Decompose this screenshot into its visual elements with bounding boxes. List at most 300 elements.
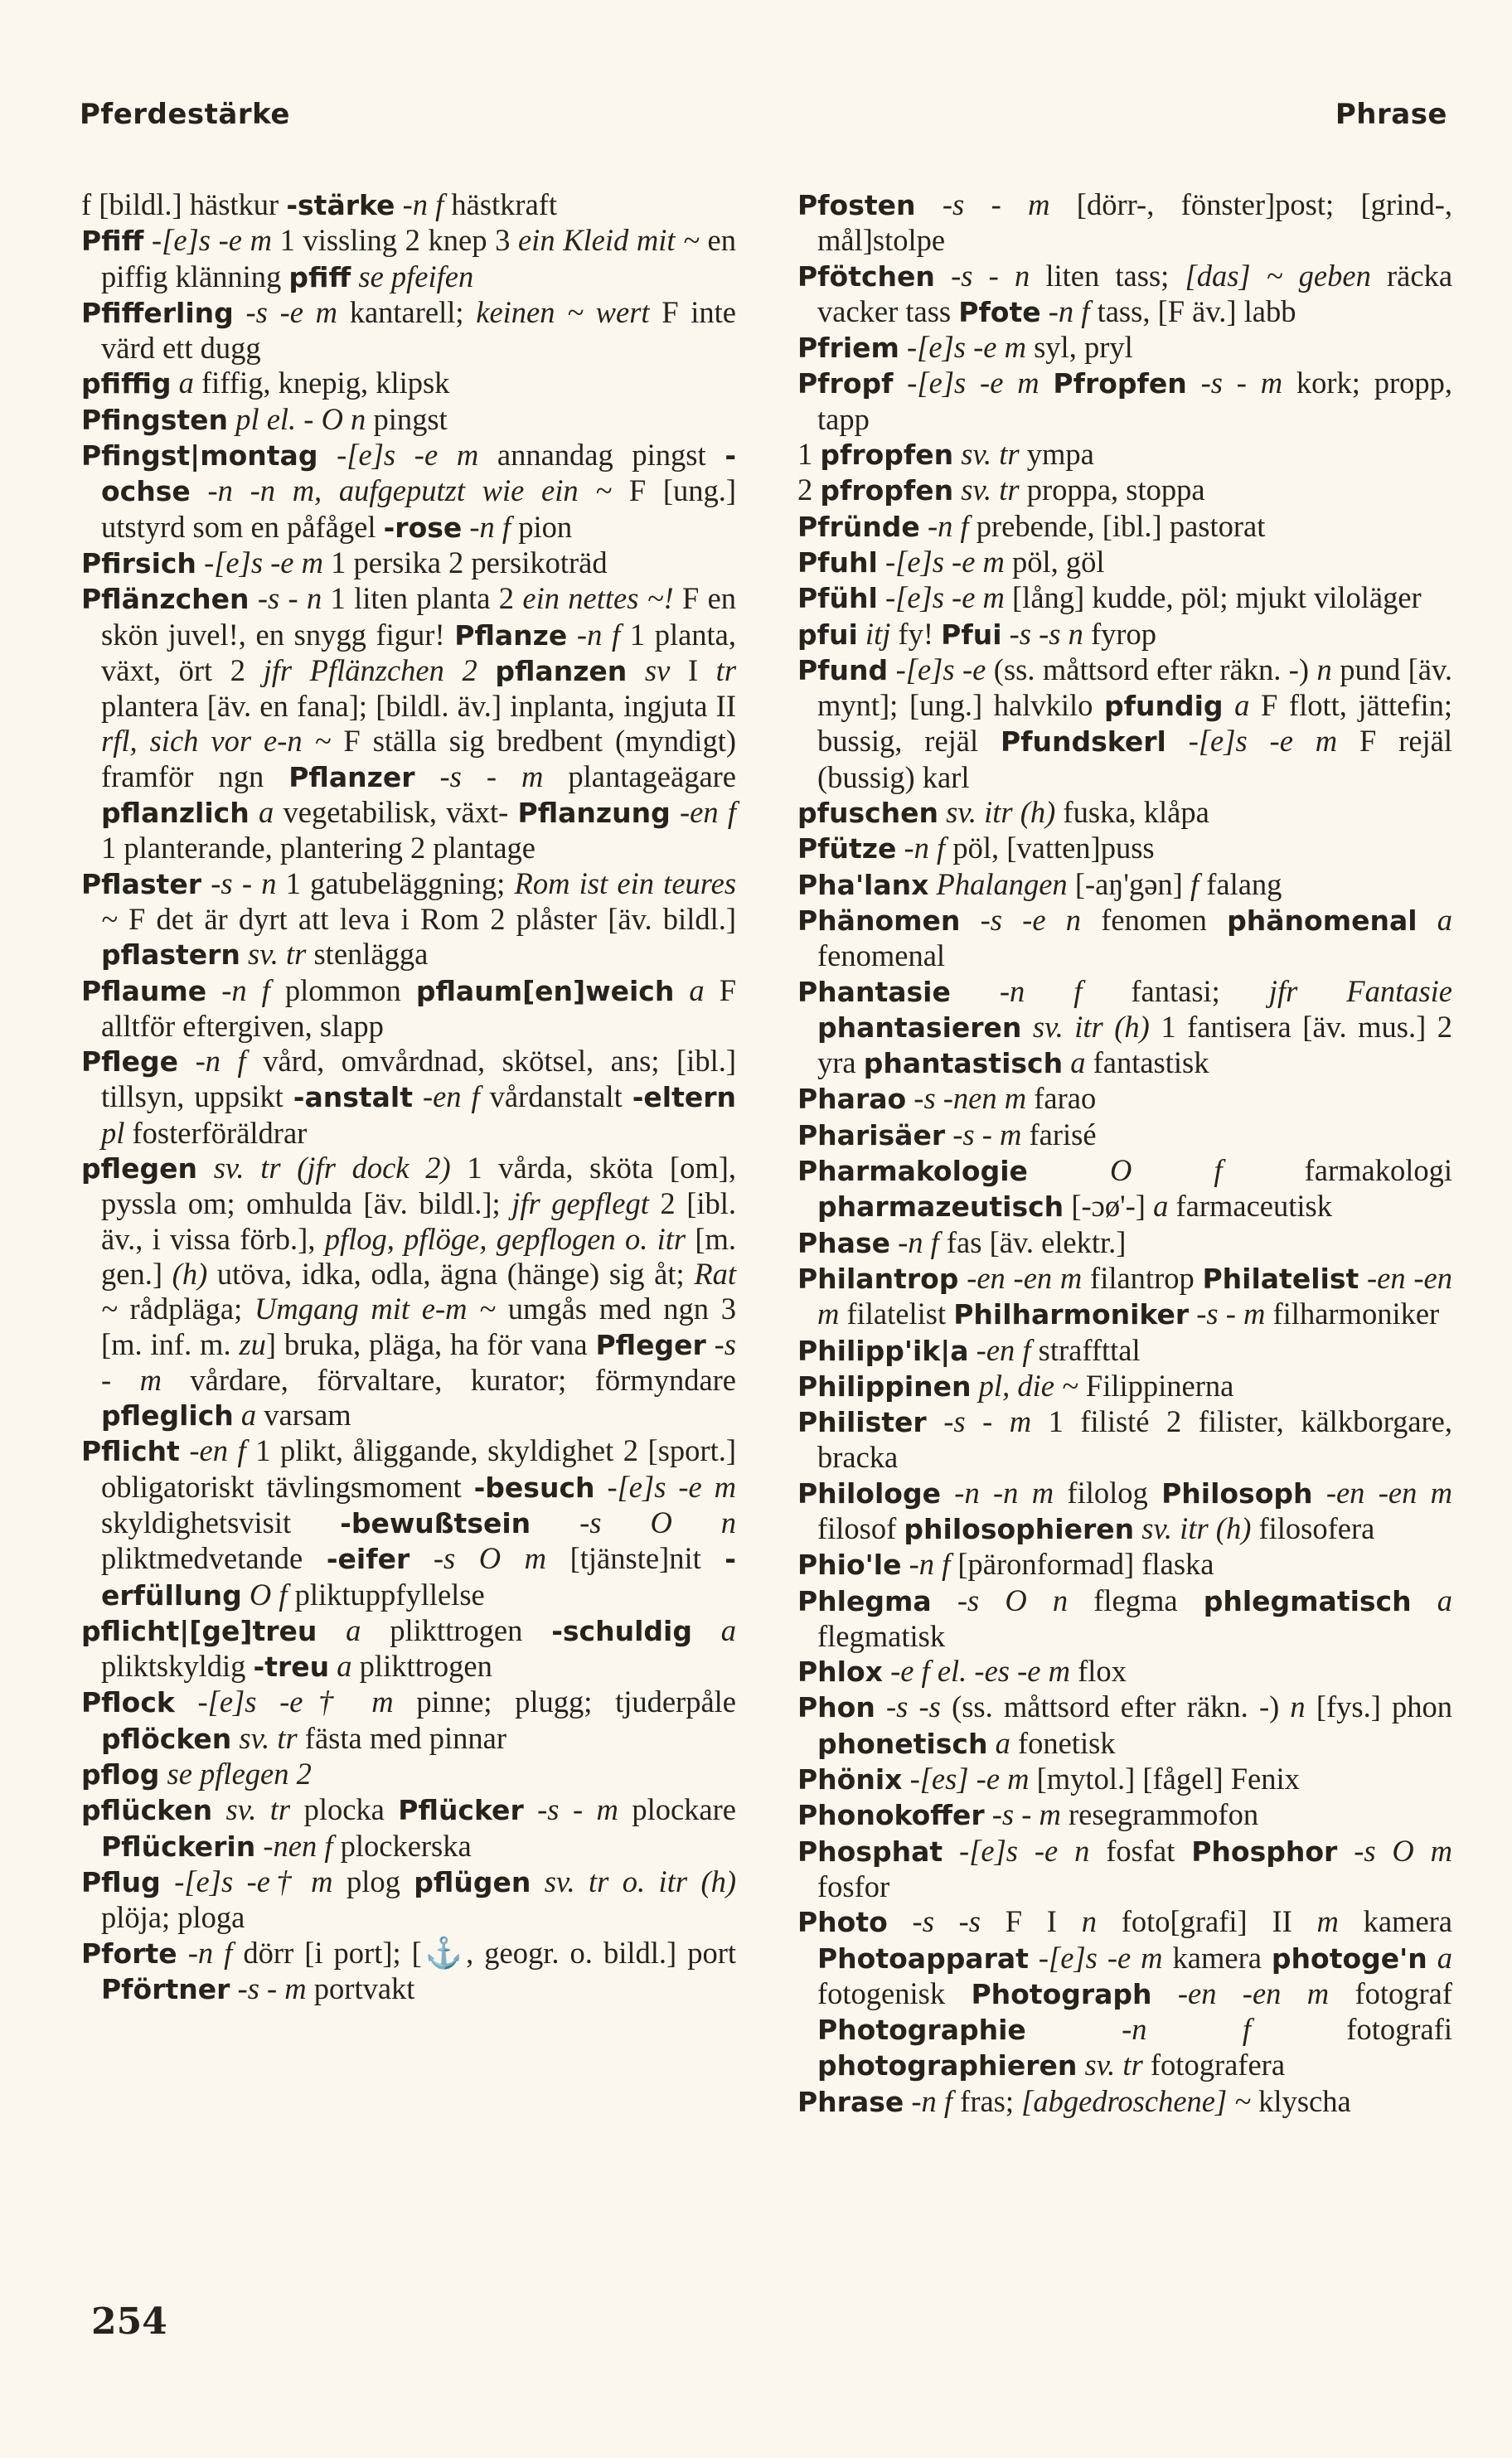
grammar-note: sv <box>644 652 671 687</box>
definition-text: fosfat <box>1089 1833 1192 1868</box>
dictionary-entry <box>81 1151 736 1433</box>
definition-text: utöva, idka, odla, ägna (hänge) sig åt; <box>207 1256 695 1291</box>
headword: pflegen <box>81 1152 197 1185</box>
definition-text: umgås med ngn 3 [m. inf. m. <box>101 1292 736 1361</box>
headword: philosophieren <box>904 1512 1135 1545</box>
grammar-note: O f <box>1109 1153 1223 1188</box>
definition-text <box>1359 1261 1367 1295</box>
definition-text: [m. gen.] <box>101 1221 737 1291</box>
definition-text: fy! <box>890 616 942 651</box>
grammar-note: a <box>346 1612 361 1647</box>
definition-text <box>960 903 980 937</box>
grammar-note: -s - m <box>101 1326 737 1397</box>
definition-text <box>1337 1834 1354 1868</box>
headword: pfiffig <box>81 367 172 400</box>
definition-text: vårdanstalt <box>479 1079 632 1114</box>
definition-text: 1 fantisera [äv. mus.] 2 yra <box>817 1009 1452 1080</box>
headword: Pfui <box>941 618 1002 651</box>
headword: Pfirsich <box>81 546 196 579</box>
definition-text <box>935 259 951 293</box>
definition-text: farisé <box>1021 1117 1097 1151</box>
dictionary-entry <box>797 1117 1452 1153</box>
definition-text <box>1063 1045 1070 1079</box>
dictionary-entry <box>797 1404 1452 1476</box>
headword: Philantrop <box>797 1262 959 1295</box>
definition-text: flegmatisk <box>817 1618 946 1653</box>
definition-text <box>1026 2012 1122 2046</box>
grammar-note: -s - m <box>1196 1297 1266 1331</box>
grammar-note: -n f <box>469 509 511 544</box>
definition-text: fiffig, knepig, klipsk <box>193 366 450 400</box>
headword: pfropfen <box>820 439 954 472</box>
dictionary-entry <box>797 974 1452 1082</box>
grammar-note: -[e]s -e m <box>152 223 272 258</box>
definition-text <box>953 437 961 471</box>
grammar-note: -[e]s -e m <box>1038 1940 1163 1975</box>
definition-text: pöl, [vatten]puss <box>945 831 1155 865</box>
definition-text <box>351 259 358 293</box>
definition-text: fas [äv. elektr.] <box>938 1224 1127 1259</box>
dictionary-entry <box>797 437 1452 473</box>
grammar-note: n <box>1081 1904 1097 1939</box>
grammar-note: -n f <box>576 617 621 652</box>
definition-text: 1 <box>797 437 821 472</box>
definition-text: plockerska <box>332 1828 472 1863</box>
definition-text <box>896 831 904 865</box>
grammar-note: a <box>689 972 705 1007</box>
definition-text <box>177 1936 188 1970</box>
definition-text: vård, omvårdnad, skötsel, ans; [ibl.] tillsyn, uppsikt <box>101 1044 736 1114</box>
grammar-note: a <box>1234 688 1250 723</box>
left-column <box>81 187 736 2007</box>
definition-text: pliktuppfyllelse <box>287 1577 485 1612</box>
grammar-note: pl, die ~ <box>978 1368 1078 1403</box>
definition-text <box>987 1726 995 1760</box>
definition-text: fyrop <box>1083 616 1157 651</box>
dictionary-entry <box>797 259 1452 331</box>
definition-text: vårdare, förvaltare, kurator; förmyndare <box>161 1362 736 1397</box>
grammar-note: Rat ~ <box>101 1256 736 1326</box>
grammar-note: -en -en m <box>967 1260 1083 1295</box>
grammar-note: -n f <box>187 1935 233 1970</box>
definition-text: [dörr-, fönster]post; [grind-, mål]stolpe <box>817 187 1452 258</box>
grammar-note: -s -nen m <box>914 1081 1027 1116</box>
dictionary-entry <box>797 617 1452 652</box>
headword: -anstalt <box>293 1081 413 1114</box>
definition-text <box>228 402 235 436</box>
headword: Philologe <box>797 1476 941 1510</box>
page-number: 254 <box>91 2300 167 2343</box>
headword: Phonokoffer <box>797 1799 985 1832</box>
definition-text <box>878 545 885 579</box>
definition-text: straffttal <box>1030 1332 1141 1367</box>
definition-text: plog <box>332 1864 414 1898</box>
headword: Phantasie <box>797 975 951 1008</box>
headword: Phon <box>797 1691 875 1724</box>
definition-text: F det är dyrt att leva i Rom 2 plåster [äv. bildl.] <box>117 901 736 936</box>
definition-text <box>627 653 645 687</box>
headword: -bewußtsein <box>340 1506 531 1539</box>
definition-text <box>415 759 440 793</box>
definition-text <box>1189 1297 1196 1331</box>
definition-text: (ss. måttsord efter räkn. -) <box>940 1690 1291 1724</box>
headword: Pförtner <box>101 1972 230 2005</box>
headword: Pflaster <box>81 867 201 900</box>
grammar-note: ein nettes ~! <box>522 581 674 616</box>
grammar-note: m <box>1316 1904 1339 1939</box>
grammar-note: zu <box>239 1326 266 1361</box>
definition-text: kamera <box>1338 1904 1452 1939</box>
definition-text <box>1040 366 1054 400</box>
dictionary-entry <box>797 1547 1452 1583</box>
grammar-note: a <box>259 795 274 830</box>
definition-text <box>1152 1976 1178 2010</box>
grammar-note: -n -n m <box>954 1475 1054 1510</box>
grammar-note: -[e]s -e† m <box>197 1685 394 1719</box>
headword: phänomenal <box>1227 904 1418 937</box>
dictionary-entry <box>797 187 1452 259</box>
dictionary-entry <box>81 866 736 973</box>
definition-text: [fys.] phon <box>1305 1690 1453 1724</box>
grammar-note: sv. itr (h) <box>1032 1009 1150 1044</box>
definition-text: falang <box>1199 866 1282 901</box>
grammar-note: -s -s <box>886 1690 941 1724</box>
grammar-note: -s O n <box>957 1583 1069 1617</box>
definition-text: F flott, jättefin; bussig, rejäl <box>817 688 1453 759</box>
definition-text <box>951 974 1000 1008</box>
definition-text <box>159 1757 167 1791</box>
grammar-note: -e f el. -es -e m <box>890 1654 1070 1689</box>
grammar-note: -n f <box>1122 2012 1251 2047</box>
headword: Pfühl <box>797 582 878 615</box>
dictionary-entry <box>81 366 736 401</box>
definition-text: hästkraft <box>443 187 558 221</box>
grammar-note: -n f <box>1048 293 1090 328</box>
definition-text <box>916 187 943 221</box>
grammar-note: se pflegen 2 <box>167 1757 312 1791</box>
dictionary-entry <box>797 1261 1452 1333</box>
definition-text: 1 liten planta 2 <box>322 581 523 616</box>
definition-text <box>477 653 496 687</box>
headword: -treu <box>253 1651 330 1684</box>
grammar-note: Rom ist ein teures ~ <box>101 865 737 936</box>
definition-text: [-ɔø'-] <box>1064 1189 1154 1224</box>
headword: Pflückerin <box>101 1830 256 1863</box>
definition-text <box>197 1151 214 1185</box>
dictionary-entry <box>797 1369 1452 1404</box>
grammar-note: a <box>1437 1583 1453 1617</box>
definition-text <box>1427 1941 1437 1975</box>
definition-text <box>706 1327 715 1361</box>
definition-text: fosfor <box>817 1869 890 1903</box>
headword: Philatelist <box>1202 1262 1359 1295</box>
definition-text: fotografi <box>1250 2012 1453 2047</box>
headword: Pfriem <box>797 332 899 365</box>
definition-text <box>524 1792 537 1826</box>
dictionary-entry <box>81 402 736 438</box>
dictionary-entry <box>797 795 1452 831</box>
definition-text: ympa <box>1019 437 1094 472</box>
definition-text: farmaceutisk <box>1168 1189 1332 1224</box>
grammar-note: sv. tr <box>239 1720 298 1755</box>
headword: pfleglich <box>101 1399 234 1433</box>
definition-text: 1 gatubeläggning; <box>276 865 515 900</box>
headword: Phänomen <box>797 904 961 937</box>
grammar-note: a <box>1437 902 1452 937</box>
grammar-note: -s - m <box>943 1404 1032 1439</box>
headword: Pflege <box>81 1045 179 1079</box>
definition-text: F alltför eftergiven, slapp <box>101 972 736 1043</box>
definition-text: fotografera <box>1142 2048 1286 2082</box>
grammar-note: -s - m <box>237 1971 307 2005</box>
dictionary-entry <box>81 187 736 223</box>
definition-text <box>595 1470 608 1504</box>
grammar-note: -en f <box>189 1433 246 1468</box>
grammar-note: se pfeifen <box>358 259 474 293</box>
dictionary-entry <box>81 1044 736 1151</box>
definition-text: fästa med pinnar <box>297 1720 507 1755</box>
grammar-note: -s - m <box>991 1797 1061 1832</box>
definition-text: pund [äv. mynt]; [ung.] halvkilo <box>817 652 1453 723</box>
headword: Pharmakologie <box>797 1155 1028 1188</box>
definition-text: [lång] kudde, pöl; mjukt viloläger <box>1004 580 1422 615</box>
definition-text <box>890 1225 898 1259</box>
grammar-note: Umgang mit e-m ~ <box>254 1292 496 1326</box>
headword: Pfötchen <box>797 259 935 293</box>
grammar-note: sv. tr <box>248 937 307 972</box>
grammar-note: Phalangen <box>936 866 1068 901</box>
grammar-note: -s O n <box>579 1505 737 1539</box>
definition-text: 1 planterande, plantering 2 plantage <box>101 831 536 865</box>
headword: Pfleger <box>595 1328 706 1361</box>
headword: pflaum[en]weich <box>415 974 675 1007</box>
definition-text: fras; <box>952 2083 1022 2118</box>
definition-text: kork; propp, tapp <box>817 366 1453 436</box>
definition-text: plommon <box>269 972 416 1007</box>
grammar-note: -en f <box>680 795 737 830</box>
grammar-note: -[e]s -e m <box>907 330 1026 365</box>
definition-text <box>943 1834 959 1868</box>
dictionary-entry <box>797 1654 1452 1690</box>
dictionary-entry <box>797 509 1452 545</box>
definition-text: ] bruka, pläga, ha för vana <box>265 1326 596 1361</box>
headword: Phönix <box>797 1763 903 1796</box>
definition-text: [päronformad] flaska <box>950 1547 1214 1582</box>
definition-text: rådpläga; <box>117 1292 254 1326</box>
headword: Phrase <box>797 2085 904 2118</box>
dictionary-entry <box>797 1583 1452 1655</box>
headword: pflücken <box>81 1794 213 1827</box>
definition-text <box>178 1044 196 1078</box>
headword: Pfütze <box>797 832 897 865</box>
grammar-note: -n f <box>898 1224 939 1259</box>
grammar-note: a <box>240 1398 257 1433</box>
definition-text <box>1418 903 1437 937</box>
grammar-note: a <box>720 1612 736 1647</box>
headword: -eltern <box>632 1081 737 1114</box>
headword: Pflug <box>81 1865 161 1898</box>
definition-text: proppa, stoppa <box>1019 473 1205 507</box>
definition-text: plocka <box>290 1792 399 1827</box>
grammar-note: -s - m <box>439 759 544 793</box>
definition-text <box>938 795 946 829</box>
definition-text: plikttrogen <box>361 1612 552 1647</box>
definition-text <box>1224 688 1235 722</box>
definition-text <box>941 1476 954 1510</box>
definition-text: F en skön juvel!, en snygg figur! <box>101 581 737 652</box>
definition-text <box>234 1398 241 1432</box>
headword: -besuch <box>473 1471 595 1504</box>
headword: photoge'n <box>1271 1942 1427 1975</box>
headword: -eifer <box>326 1543 410 1576</box>
headword: Pfund <box>797 653 889 686</box>
headword: Pflock <box>81 1686 175 1719</box>
grammar-note: -[e]s -e m <box>884 544 1005 579</box>
grammar-note: sv. tr <box>961 473 1020 507</box>
grammar-note: -n f <box>904 831 946 865</box>
grammar-note: (h) <box>172 1256 208 1291</box>
dictionary-entry <box>81 438 736 545</box>
grammar-note: sv. itr (h) <box>1141 1510 1252 1545</box>
grammar-note: sv. tr <box>225 1792 291 1827</box>
dictionary-entry <box>797 1333 1452 1369</box>
grammar-note: itj <box>865 616 891 651</box>
grammar-note: -[e]s -e n <box>959 1833 1090 1868</box>
dictionary-entry <box>797 1476 1452 1548</box>
dictionary-entry <box>81 1613 736 1685</box>
headword: Phosphor <box>1191 1835 1338 1868</box>
definition-text: portvakt <box>306 1971 415 2005</box>
headword: Pforte <box>81 1937 177 1970</box>
definition-text: fantastisk <box>1085 1045 1209 1080</box>
dictionary-entry <box>797 473 1452 508</box>
headword: Pha'lanx <box>797 868 929 901</box>
definition-text: fantasi; <box>1082 973 1269 1008</box>
definition-text: farao <box>1026 1081 1097 1116</box>
headword: Pharao <box>797 1083 907 1116</box>
grammar-note: -s -s <box>912 1904 981 1939</box>
definition-text: fotograf <box>1329 1976 1453 2010</box>
headword: Pfifferling <box>81 296 234 329</box>
definition-text <box>906 1081 914 1115</box>
headword: Phlox <box>797 1656 883 1689</box>
grammar-note: -s - n <box>951 258 1030 293</box>
definition-text: filosof <box>817 1510 904 1545</box>
definition-text <box>1041 294 1049 328</box>
dictionary-entry <box>797 1904 1452 2083</box>
headword: Pflanze <box>454 618 568 652</box>
dictionary-entry <box>797 1081 1452 1117</box>
grammar-note: sv. itr (h) <box>946 795 1056 830</box>
grammar-note: -s - n <box>211 865 277 900</box>
dictionary-entry <box>81 581 736 865</box>
headword: -rose <box>383 511 463 544</box>
grammar-note: jfr Fantasie <box>1268 973 1453 1008</box>
dictionary-entry <box>81 1936 736 2008</box>
definition-text: plantera [äv. en fana]; [bildl. äv.] inplanta, ingjuta II <box>101 689 736 724</box>
headword: pharmazeutisch <box>817 1190 1064 1224</box>
grammar-note: n <box>1290 1690 1306 1724</box>
definition-text <box>692 1613 721 1647</box>
definition-text <box>143 223 152 257</box>
definition-text <box>172 366 179 400</box>
definition-text: räcka vacker tass <box>817 258 1453 328</box>
headword: pfundig <box>1103 690 1224 723</box>
dictionary-entry <box>797 2084 1452 2120</box>
headword: pflog <box>81 1758 160 1791</box>
definition-text: 1 vissling 2 knep 3 <box>271 223 518 258</box>
definition-text: filatelist <box>839 1297 954 1331</box>
definition-text <box>242 1578 250 1612</box>
definition-text: klyscha <box>1251 2083 1351 2118</box>
definition-text <box>902 1762 909 1796</box>
definition-text: pöl, göl <box>1004 544 1105 579</box>
headword: Pfingst|montag <box>81 439 318 473</box>
dictionary-entry <box>797 867 1452 903</box>
definition-text: 2 [ibl. äv., i vissa förb.], <box>101 1186 737 1256</box>
grammar-note: O f <box>249 1577 288 1612</box>
headword: Pflanzer <box>288 760 415 793</box>
definition-text: plantageägare <box>543 759 737 793</box>
definition-text: farmakologi <box>1222 1153 1453 1188</box>
grammar-note: -[e]s -e m <box>337 438 479 473</box>
definition-text: plikttrogen <box>351 1649 492 1684</box>
grammar-note: -[e]s -e m <box>907 366 1040 400</box>
definition-text <box>234 295 246 329</box>
grammar-note: -s O m <box>433 1541 547 1576</box>
definition-text: (ss. måttsord efter räkn. -) <box>986 652 1317 686</box>
headword: -stärke <box>286 189 395 221</box>
headword: Photograph <box>971 1977 1152 2010</box>
grammar-note: a <box>995 1725 1010 1760</box>
headword: Pfropf <box>797 367 894 400</box>
headword: Pharisäer <box>797 1118 946 1151</box>
definition-text <box>927 1404 944 1438</box>
definition-text <box>1134 1511 1141 1545</box>
dictionary-entry <box>81 295 736 366</box>
headword: Phio'le <box>797 1549 902 1582</box>
grammar-note: -s -e m <box>245 294 337 329</box>
headword: Pfingsten <box>81 403 229 436</box>
definition-text <box>1187 366 1201 400</box>
definition-text: flegma <box>1068 1583 1204 1617</box>
running-head-left: Pferdestärke <box>80 98 290 131</box>
definition-text: kamera <box>1162 1940 1272 1975</box>
grammar-note: -[e]s -e m <box>884 580 1005 615</box>
definition-text: flox <box>1069 1654 1127 1689</box>
grammar-note: tr <box>715 652 737 687</box>
definition-text <box>531 1505 579 1539</box>
headword: phantasieren <box>817 1011 1022 1044</box>
headword: Philister <box>797 1406 927 1439</box>
grammar-note: pl <box>101 1115 125 1150</box>
definition-text <box>191 473 208 507</box>
grammar-note: -s -s n <box>1009 616 1083 651</box>
headword: photographieren <box>817 2049 1078 2082</box>
grammar-note: a <box>178 366 194 400</box>
headword: pflanzlich <box>101 797 250 830</box>
definition-text <box>1312 1476 1325 1510</box>
grammar-note: -[e]s -e m <box>1188 724 1338 759</box>
definition-text: varsam <box>256 1398 351 1433</box>
dictionary-entry <box>81 973 736 1045</box>
dictionary-entry <box>797 366 1452 437</box>
running-head-right: Phrase <box>1335 98 1447 131</box>
definition-text <box>1166 724 1189 758</box>
grammar-note: ein Kleid mit ~ <box>517 223 700 258</box>
definition-text <box>674 973 689 1007</box>
definition-text: tass, [F äv.] labb <box>1089 293 1296 328</box>
